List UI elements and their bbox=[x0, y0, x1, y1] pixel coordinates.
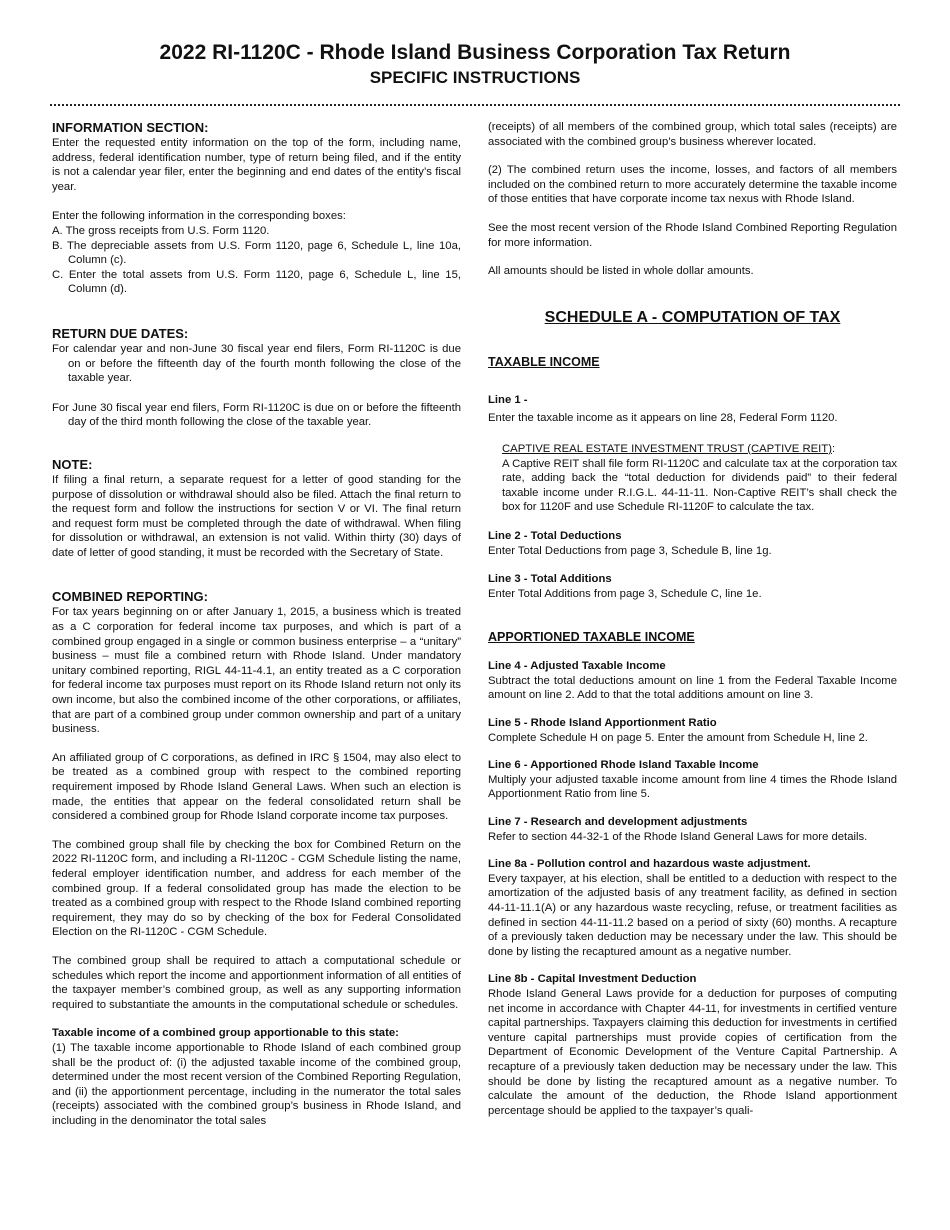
return-due-dates-heading: RETURN DUE DATES: bbox=[52, 325, 189, 341]
note-paragraph: If filing a final return, a separate request for a letter of good standing for the purpose of dissolution or withdrawal should also be filed. Attach the final return to the request form and follow the instructions for section V or VI. The final return and request form must be completed through the date of withdrawal. When filing for dissolution or withdrawal, an extension is not valid. Within thirty (30) days of date of letter of good standing, it must be recorded with the Secretary of State. bbox=[52, 473, 461, 559]
line-8b-heading: Line 8b - Capital Investment Deduction bbox=[488, 973, 697, 986]
line-4-heading: Line 4 - Adjusted Taxable Income bbox=[488, 660, 666, 673]
line-4-text: Subtract the total deductions amount on line 1 from the Federal Taxable Income amount on line 2. Add to that the total additions amount on line 3. bbox=[488, 674, 897, 702]
apportioned-taxable-income-heading: APPORTIONED TAXABLE INCOME bbox=[488, 630, 695, 645]
boxes-intro: Enter the following information in the corresponding boxes: bbox=[52, 210, 346, 223]
continued-paragraph: (receipts) of all members of the combined group, which total sales (receipts) are associated with the combined group’s business wherever located. bbox=[488, 121, 897, 148]
right-column bbox=[488, 120, 897, 1118]
schedule-a-title: SCHEDULE A - COMPUTATION OF TAX bbox=[544, 308, 841, 326]
captive-reit-block bbox=[502, 442, 897, 515]
captive-reit-text: A Captive REIT shall file form RI-1120C and calculate tax at the corporation tax rate, adding back the “total deduction for dividends paid” to their federal taxable income under R.I.G.L. 44-11-11. Non-Captive REIT’s shall check the box for 1120F and use Schedule RI-1120F to calculate the tax. bbox=[502, 457, 897, 514]
list-item-b: B. The depreciable assets from U.S. Form 1120, page 6, Schedule L, line 10a, Column (c). bbox=[52, 239, 461, 267]
captive-reit-title-text: CAPTIVE REAL ESTATE INVESTMENT TRUST (CAPTIVE REIT) bbox=[502, 442, 832, 455]
line-2-text: Enter Total Deductions from page 3, Schedule B, line 1g. bbox=[488, 544, 772, 557]
line-2-heading: Line 2 - Total Deductions bbox=[488, 529, 622, 542]
header-divider bbox=[50, 104, 900, 106]
left-column bbox=[52, 120, 461, 1128]
combined-paragraph-4: The combined group shall be required to attach a computational schedule or schedules which report the income and apportionment information of all entities of the taxpayer member’s combined group, as well as any supporting information required to substantiate the amounts in the computational schedule or schedules. bbox=[52, 954, 461, 1011]
information-section-heading: INFORMATION SECTION: bbox=[52, 120, 209, 135]
line-1-heading: Line 1 - bbox=[488, 393, 528, 406]
line-8a-text: Every taxpayer, at his election, shall be entitled to a deduction with respect to the amortization of the adjusted basis of any treatment facility, as defined in section 44-11-11.1(A) or any hazardous waste recycling, refuse, or treatment facilities as defined in section 44-11-11.2 based on a period of sixty (60) months. A recapture of a previously taken deduction may be necessary under the law. This should be done by listing the recaptured amount as a negative number. bbox=[488, 872, 897, 958]
line-3-heading: Line 3 - Total Additions bbox=[488, 573, 612, 586]
list-item-c: C. Enter the total assets from U.S. Form 1120, page 6, Schedule L, line 15, Column (d). bbox=[52, 268, 461, 296]
line-5-heading: Line 5 - Rhode Island Apportionment Ratio bbox=[488, 717, 717, 730]
combined-return-paragraph: (2) The combined return uses the income, losses, and factors of all members included on the combined return to more accurately determine the taxable income of those entities that have corporate income tax nexus with Rhode Island. bbox=[488, 164, 897, 206]
line-3-text: Enter Total Additions from page 3, Schedule C, line 1e. bbox=[488, 587, 762, 600]
page-subtitle: SPECIFIC INSTRUCTIONS bbox=[369, 68, 581, 87]
taxable-income-combined-heading: Taxable income of a combined group apportionable to this state: bbox=[52, 1027, 399, 1040]
taxable-income-heading: TAXABLE INCOME bbox=[488, 354, 600, 369]
line-8a-heading: Line 8a - Pollution control and hazardous waste adjustment. bbox=[488, 858, 811, 871]
combined-paragraph-2: An affiliated group of C corporations, as defined in IRC § 1504, may also elect to be treated as a combined group with respect to the combined reporting requirement imposed by Rhode Island General Laws. When such an election is made, the entities that appear on the federal consolidated return shall be considered a combined group for Rhode Island corporate income tax purposes. bbox=[52, 751, 461, 823]
information-paragraph: Enter the requested entity information on the top of the form, including name, address, federal identification number, type of return being filed, and if the entity is not a calendar year filer, enter the beginning and end dates of the entity’s fiscal year. bbox=[52, 137, 461, 193]
page-title: 2022 RI-1120C - Rhode Island Business Corporation Tax Return bbox=[159, 41, 791, 64]
combined-paragraph-1: For tax years beginning on or after January 1, 2015, a business which is treated as a C corporation for federal income tax purposes, and which is part of a combined group engaged in a single or common business enterprise – a “unitary” business – must file a combined return with Rhode Island. Under mandatory unitary combined reporting, RIGL 44-11-4.1, an entity treated as a C corporation for federal income tax purposes must report on its Rhode Island return not only its own income, but also the combined income of the other corporations, or affiliates, that are part of a combined group under common ownership and part of a unitary business. bbox=[52, 606, 461, 736]
line-1-text: Enter the taxable income as it appears on line 28, Federal Form 1120. bbox=[488, 412, 838, 425]
line-6-heading: Line 6 - Apportioned Rhode Island Taxable Income bbox=[488, 759, 759, 772]
line-7-heading: Line 7 - Research and development adjustments bbox=[488, 816, 748, 829]
due-dates-paragraph-1: For calendar year and non-June 30 fiscal year end filers, Form RI-1120C is due on or before the fifteenth day of the fourth month following the close of the taxable year. bbox=[52, 342, 461, 385]
combined-paragraph-5: (1) The taxable income apportionable to Rhode Island of each combined group shall be the product of: (i) the adjusted taxable income of the combined group, determined under the most recent version of the Combined Reporting Regulation, and (ii) the apportionment percentage, including in the numerator the total sales (receipts) associated with the combined group’s business in Rhode Island, and including in the denominator the total sales bbox=[52, 1041, 461, 1127]
note-heading: NOTE: bbox=[52, 456, 93, 472]
see-regulation-paragraph: See the most recent version of the Rhode Island Combined Reporting Regulation for more information. bbox=[488, 221, 897, 249]
page-header bbox=[0, 40, 950, 89]
due-dates-paragraph-2: For June 30 fiscal year end filers, Form RI-1120C is due on or before the fifteenth day of the third month following the close of the taxable year. bbox=[52, 401, 461, 429]
combined-reporting-heading: COMBINED REPORTING: bbox=[52, 589, 208, 605]
line-7-text: Refer to section 44-32-1 of the Rhode Island General Laws for more details. bbox=[488, 830, 868, 843]
line-5-text: Complete Schedule H on page 5. Enter the amount from Schedule H, line 2. bbox=[488, 731, 868, 744]
combined-paragraph-3: The combined group shall file by checking the box for Combined Return on the 2022 RI-1120C form, and including a RI-1120C - CGM Schedule listing the name, federal employer identification number, and address for each member of the combined group. If a federal consolidated group has made the election to be treated as a combined group with respect to the Rhode Island combined reporting requirement, they may do so by checking of the box for Federal Consolidated Election on the RI-1120C - CGM Schedule. bbox=[52, 838, 461, 939]
list-item-a: A. The gross receipts from U.S. Form 1120. bbox=[52, 224, 270, 237]
whole-dollar-paragraph: All amounts should be listed in whole dollar amounts. bbox=[488, 265, 754, 278]
line-6-text: Multiply your adjusted taxable income amount from line 4 times the Rhode Island Apportionment Ratio from line 5. bbox=[488, 773, 897, 801]
line-8b-text: Rhode Island General Laws provide for a deduction for purposes of computing net income in accordance with Chapter 44-11, for investments in certified venture capital partnerships. Taxpayers claiming this deduction for investments in certified venture capital partnerships must provide copies of certification from the Department of Economic Development of the Venture Capital Partnership. A recapture of a previously taken deduction may be necessary under the law. This should be done by listing the recaptured amount as a negative number. To calculate the amount of the deduction, the Rhode Island apportionment percentage should be applied to the taxpayer’s quali- bbox=[488, 987, 897, 1117]
captive-reit-title: CAPTIVE REAL ESTATE INVESTMENT TRUST (CAPTIVE REIT): bbox=[502, 442, 836, 455]
